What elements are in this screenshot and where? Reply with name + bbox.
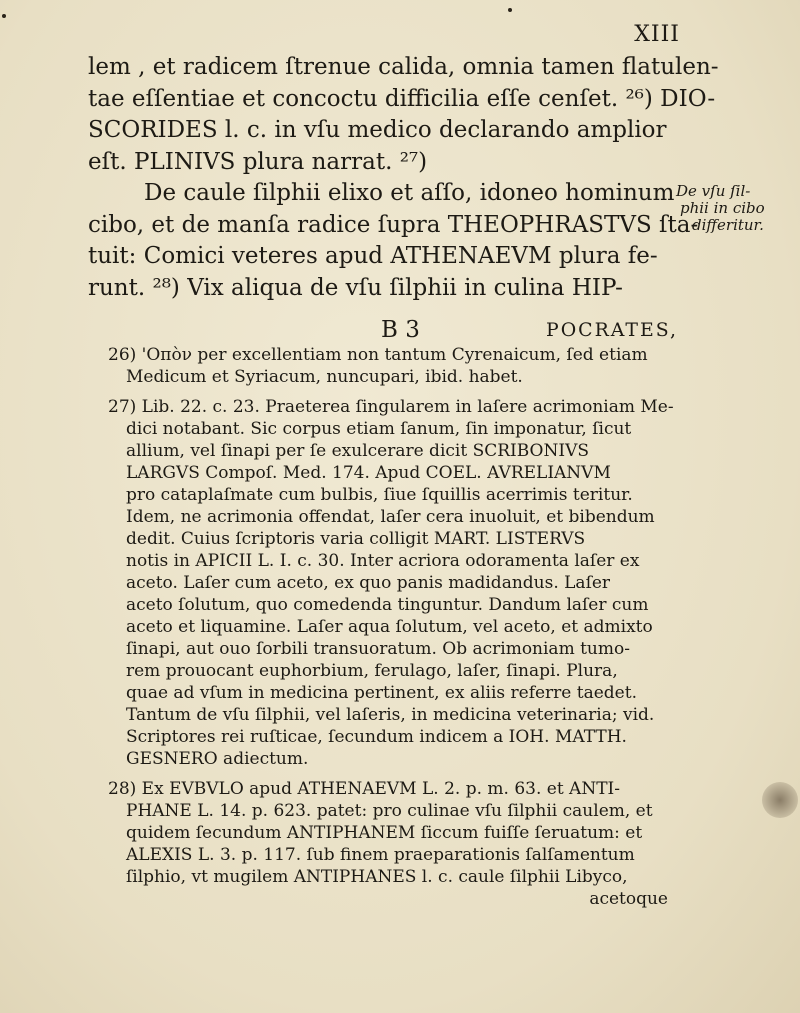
- catchword: POCRATES,: [546, 319, 678, 341]
- paper-stain: [762, 782, 798, 818]
- footnote-line: LARGVS Compoſ. Med. 174. Apud COEL. AVRELIANVM: [126, 463, 611, 483]
- footnote-line: 27) Lib. 22. c. 23. Praeterea ſingularem in laſere acrimoniam Me-: [108, 397, 674, 417]
- signature-mark: B 3: [381, 317, 420, 343]
- main-line: tuit: Comici veteres apud ATHENAEVM plura fe-: [88, 243, 658, 269]
- main-line: De caule ſilphii elixo et aſſo, idoneo hominum: [144, 180, 675, 206]
- margin-note: [676, 183, 796, 234]
- footnote-line: aceto ſolutum, quo comedenda tinguntur. Dandum laſer cum: [126, 595, 649, 615]
- footnote-line: GESNERO adiectum.: [126, 749, 309, 769]
- footnote-line: ALEXIS L. 3. p. 117. ſub finem praeparationis ſalſamentum: [126, 845, 635, 865]
- footnote-line: rem prouocant euphorbium, ferulago, laſer, ſinapi. Plura,: [126, 661, 618, 681]
- margin-note-line: phii in cibo: [680, 199, 765, 217]
- footnotes: [108, 344, 674, 918]
- ink-speck: [508, 8, 512, 12]
- footnote-line: pro cataplaſmate cum bulbis, ſiue ſquillis acerrimis teritur.: [126, 485, 633, 505]
- footnote-line: quidem ſecundum ANTIPHANEM ſiccum fuiſſe ſeruatum: et: [126, 823, 643, 843]
- footnote-line: dedit. Cuius ſcriptoris varia colligit MART. LISTERVS: [126, 529, 586, 549]
- footnote-line: aceto et liquamine. Laſer aqua ſolutum, vel aceto, et admixto: [126, 617, 653, 637]
- main-line: eſt. PLINIVS plura narrat. ²⁷): [88, 148, 428, 175]
- footnote-line: notis in APICII L. I. c. 30. Inter acriora odoramenta laſer ex: [126, 551, 640, 571]
- ink-speck: [2, 14, 6, 18]
- footnote-line: PHANE L. 14. p. 623. patet: pro culinae vſu ſilphii caulem, et: [126, 801, 653, 821]
- footnote-line: Scriptores rei ruſticae, ſecundum indicem a IOH. MATTH.: [126, 727, 627, 747]
- margin-note-line: De vſu ſil-: [676, 182, 751, 200]
- footnote-line: dici notabant. Sic corpus etiam ſanum, ſin imponatur, ſicut: [126, 419, 632, 439]
- footnote-line: Tantum de vſu ſilphii, vel laſeris, in medicina veterinaria; vid.: [126, 705, 655, 725]
- footnote-line: ſilphio, vt mugilem ANTIPHANES l. c. caule ſilphii Libyco,: [126, 867, 628, 887]
- main-line: runt. ²⁸) Vix aliqua de vſu ſilphii in culina HIP-: [88, 274, 623, 301]
- footnote-line: allium, vel ſinapi per ſe exulcerare dicit SCRIBONIVS: [126, 441, 590, 461]
- footnote-line: quae ad vſum in medicina pertinent, ex aliis referre taedet.: [126, 683, 637, 703]
- main-line: lem , et radicem ſtrenue calida, omnia tamen flatulen-: [88, 54, 719, 80]
- footnote-line: ſinapi, aut ouo ſorbili transuoratum. Ob acrimoniam tumo-: [126, 639, 630, 659]
- page-number: XIII: [634, 22, 680, 47]
- footnote-line: Idem, ne acrimonia offendat, laſer cera inuoluit, et bibendum: [126, 507, 655, 527]
- main-text-block: [88, 52, 719, 304]
- catchword-bottom: acetoque: [589, 889, 668, 909]
- footnote-27: [108, 396, 674, 770]
- margin-note-line: differitur.: [692, 216, 764, 234]
- footnote-26: [108, 344, 668, 388]
- footnote-line: Medicum et Syriacum, nuncupari, ibid. habet.: [126, 367, 523, 387]
- main-line: cibo, et de manſa radice ſupra THEOPHRASTVS ſta-: [88, 211, 699, 238]
- footnote-28: [108, 778, 668, 910]
- main-line: tae eſſentiae et concoctu difficilia eſſe cenſet. ²⁶) DIO-: [88, 85, 716, 112]
- main-line: SCORIDES l. c. in vſu medico declarando amplior: [88, 117, 667, 143]
- footnote-line: 28) Ex EVBVLO apud ATHENAEVM L. 2. p. m. 63. et ANTI-: [108, 779, 621, 799]
- footnote-line: 26) 'Oπòν per excellentiam non tantum Cyrenaicum, ſed etiam: [108, 345, 648, 365]
- footnote-line: aceto. Laſer cum aceto, ex quo panis madidandus. Laſer: [126, 573, 611, 593]
